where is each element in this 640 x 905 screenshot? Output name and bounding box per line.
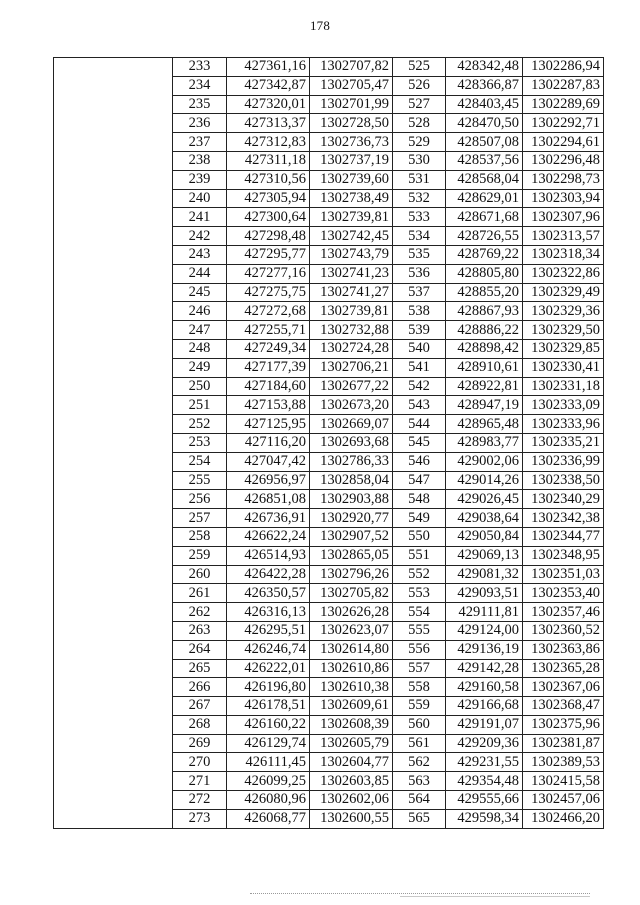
x-coordinate-left: 427312,83 [227, 133, 310, 152]
y-coordinate-left: 1302786,33 [310, 452, 393, 471]
x-coordinate-right: 428886,22 [446, 321, 523, 340]
point-number-left: 246 [173, 302, 227, 321]
point-number-right: 530 [393, 151, 446, 170]
x-coordinate-left: 426956,97 [227, 471, 310, 490]
point-number-right: 554 [393, 603, 446, 622]
point-number-left: 256 [173, 490, 227, 509]
point-number-left: 270 [173, 753, 227, 772]
point-number-left: 252 [173, 415, 227, 434]
bottom-rule-short [400, 896, 590, 897]
coordinates-table [53, 57, 604, 829]
x-coordinate-left: 426622,24 [227, 527, 310, 546]
y-coordinate-right: 1302294,61 [523, 133, 604, 152]
x-coordinate-left: 426129,74 [227, 734, 310, 753]
y-coordinate-left: 1302705,47 [310, 76, 393, 95]
x-coordinate-left: 427255,71 [227, 321, 310, 340]
point-number-right: 535 [393, 245, 446, 264]
x-coordinate-right: 428726,55 [446, 227, 523, 246]
point-number-left: 249 [173, 358, 227, 377]
point-number-right: 532 [393, 189, 446, 208]
y-coordinate-left: 1302677,22 [310, 377, 393, 396]
y-coordinate-left: 1302707,82 [310, 58, 393, 77]
y-coordinate-left: 1302610,38 [310, 678, 393, 697]
y-coordinate-left: 1302605,79 [310, 734, 393, 753]
y-coordinate-right: 1302292,71 [523, 114, 604, 133]
x-coordinate-left: 427125,95 [227, 415, 310, 434]
x-coordinate-left: 426068,77 [227, 809, 310, 828]
y-coordinate-right: 1302333,09 [523, 396, 604, 415]
x-coordinate-left: 427116,20 [227, 433, 310, 452]
point-number-right: 545 [393, 433, 446, 452]
x-coordinate-right: 428898,42 [446, 339, 523, 358]
y-coordinate-right: 1302363,86 [523, 640, 604, 659]
point-number-left: 241 [173, 208, 227, 227]
point-number-right: 525 [393, 58, 446, 77]
point-number-right: 556 [393, 640, 446, 659]
point-number-right: 562 [393, 753, 446, 772]
empty-label-cell [54, 58, 173, 829]
point-number-right: 531 [393, 170, 446, 189]
x-coordinate-right: 428947,19 [446, 396, 523, 415]
y-coordinate-right: 1302329,85 [523, 339, 604, 358]
x-coordinate-right: 428537,56 [446, 151, 523, 170]
point-number-right: 549 [393, 509, 446, 528]
point-number-left: 269 [173, 734, 227, 753]
point-number-left: 233 [173, 58, 227, 77]
x-coordinate-right: 429191,07 [446, 715, 523, 734]
x-coordinate-right: 429209,36 [446, 734, 523, 753]
point-number-right: 565 [393, 809, 446, 828]
y-coordinate-right: 1302466,20 [523, 809, 604, 828]
y-coordinate-left: 1302742,45 [310, 227, 393, 246]
y-coordinate-right: 1302333,96 [523, 415, 604, 434]
y-coordinate-left: 1302705,82 [310, 584, 393, 603]
y-coordinate-right: 1302313,57 [523, 227, 604, 246]
x-coordinate-right: 428629,01 [446, 189, 523, 208]
point-number-right: 534 [393, 227, 446, 246]
y-coordinate-right: 1302303,94 [523, 189, 604, 208]
y-coordinate-left: 1302608,39 [310, 715, 393, 734]
y-coordinate-left: 1302600,55 [310, 809, 393, 828]
x-coordinate-left: 426160,22 [227, 715, 310, 734]
point-number-right: 550 [393, 527, 446, 546]
point-number-right: 538 [393, 302, 446, 321]
x-coordinate-right: 428867,93 [446, 302, 523, 321]
x-coordinate-left: 427177,39 [227, 358, 310, 377]
y-coordinate-right: 1302335,21 [523, 433, 604, 452]
y-coordinate-left: 1302706,21 [310, 358, 393, 377]
x-coordinate-right: 429142,28 [446, 659, 523, 678]
point-number-right: 539 [393, 321, 446, 340]
y-coordinate-right: 1302375,96 [523, 715, 604, 734]
x-coordinate-left: 427047,42 [227, 452, 310, 471]
x-coordinate-left: 427313,37 [227, 114, 310, 133]
y-coordinate-right: 1302360,52 [523, 621, 604, 640]
point-number-right: 564 [393, 791, 446, 810]
x-coordinate-right: 429136,19 [446, 640, 523, 659]
point-number-left: 245 [173, 283, 227, 302]
x-coordinate-left: 427272,68 [227, 302, 310, 321]
y-coordinate-right: 1302330,41 [523, 358, 604, 377]
y-coordinate-right: 1302287,83 [523, 76, 604, 95]
point-number-left: 243 [173, 245, 227, 264]
point-number-right: 543 [393, 396, 446, 415]
point-number-left: 257 [173, 509, 227, 528]
point-number-right: 555 [393, 621, 446, 640]
point-number-right: 536 [393, 264, 446, 283]
page-number: 178 [309, 18, 331, 33]
x-coordinate-left: 427300,64 [227, 208, 310, 227]
y-coordinate-left: 1302743,79 [310, 245, 393, 264]
y-coordinate-left: 1302741,23 [310, 264, 393, 283]
y-coordinate-right: 1302286,94 [523, 58, 604, 77]
y-coordinate-right: 1302344,77 [523, 527, 604, 546]
y-coordinate-right: 1302353,40 [523, 584, 604, 603]
x-coordinate-left: 426851,08 [227, 490, 310, 509]
y-coordinate-left: 1302796,26 [310, 565, 393, 584]
x-coordinate-right: 429231,55 [446, 753, 523, 772]
x-coordinate-right: 428983,77 [446, 433, 523, 452]
y-coordinate-right: 1302357,46 [523, 603, 604, 622]
x-coordinate-left: 426295,51 [227, 621, 310, 640]
x-coordinate-left: 427320,01 [227, 95, 310, 114]
y-coordinate-left: 1302736,73 [310, 133, 393, 152]
x-coordinate-left: 426111,45 [227, 753, 310, 772]
y-coordinate-right: 1302365,28 [523, 659, 604, 678]
y-coordinate-right: 1302457,06 [523, 791, 604, 810]
x-coordinate-right: 428910,61 [446, 358, 523, 377]
x-coordinate-left: 427295,77 [227, 245, 310, 264]
x-coordinate-right: 429124,00 [446, 621, 523, 640]
point-number-right: 537 [393, 283, 446, 302]
point-number-left: 259 [173, 546, 227, 565]
y-coordinate-left: 1302673,20 [310, 396, 393, 415]
y-coordinate-left: 1302738,49 [310, 189, 393, 208]
x-coordinate-right: 429093,51 [446, 584, 523, 603]
x-coordinate-left: 427249,34 [227, 339, 310, 358]
x-coordinate-right: 428470,50 [446, 114, 523, 133]
x-coordinate-left: 426514,93 [227, 546, 310, 565]
y-coordinate-right: 1302381,87 [523, 734, 604, 753]
x-coordinate-right: 428965,48 [446, 415, 523, 434]
point-number-right: 548 [393, 490, 446, 509]
y-coordinate-left: 1302903,88 [310, 490, 393, 509]
point-number-left: 251 [173, 396, 227, 415]
y-coordinate-left: 1302603,85 [310, 772, 393, 791]
y-coordinate-right: 1302318,34 [523, 245, 604, 264]
x-coordinate-right: 429038,64 [446, 509, 523, 528]
y-coordinate-left: 1302614,80 [310, 640, 393, 659]
x-coordinate-left: 427311,18 [227, 151, 310, 170]
x-coordinate-right: 428805,80 [446, 264, 523, 283]
point-number-right: 552 [393, 565, 446, 584]
x-coordinate-right: 428403,45 [446, 95, 523, 114]
point-number-left: 262 [173, 603, 227, 622]
x-coordinate-right: 429111,81 [446, 603, 523, 622]
y-coordinate-right: 1302342,38 [523, 509, 604, 528]
x-coordinate-left: 426736,91 [227, 509, 310, 528]
x-coordinate-right: 429026,45 [446, 490, 523, 509]
point-number-left: 242 [173, 227, 227, 246]
y-coordinate-left: 1302739,81 [310, 302, 393, 321]
point-number-left: 271 [173, 772, 227, 791]
x-coordinate-right: 428507,08 [446, 133, 523, 152]
point-number-right: 526 [393, 76, 446, 95]
y-coordinate-right: 1302329,36 [523, 302, 604, 321]
x-coordinate-left: 426178,51 [227, 697, 310, 716]
y-coordinate-left: 1302732,88 [310, 321, 393, 340]
y-coordinate-left: 1302858,04 [310, 471, 393, 490]
y-coordinate-left: 1302623,07 [310, 621, 393, 640]
point-number-right: 528 [393, 114, 446, 133]
x-coordinate-right: 429081,32 [446, 565, 523, 584]
y-coordinate-left: 1302739,81 [310, 208, 393, 227]
y-coordinate-left: 1302865,05 [310, 546, 393, 565]
x-coordinate-right: 428342,48 [446, 58, 523, 77]
point-number-left: 254 [173, 452, 227, 471]
point-number-left: 264 [173, 640, 227, 659]
point-number-left: 265 [173, 659, 227, 678]
x-coordinate-left: 426316,13 [227, 603, 310, 622]
x-coordinate-left: 427184,60 [227, 377, 310, 396]
point-number-left: 247 [173, 321, 227, 340]
y-coordinate-left: 1302920,77 [310, 509, 393, 528]
x-coordinate-right: 428366,87 [446, 76, 523, 95]
point-number-right: 561 [393, 734, 446, 753]
point-number-right: 533 [393, 208, 446, 227]
y-coordinate-right: 1302307,96 [523, 208, 604, 227]
point-number-left: 237 [173, 133, 227, 152]
point-number-left: 272 [173, 791, 227, 810]
x-coordinate-right: 428855,20 [446, 283, 523, 302]
y-coordinate-left: 1302602,06 [310, 791, 393, 810]
x-coordinate-left: 426099,25 [227, 772, 310, 791]
y-coordinate-right: 1302351,03 [523, 565, 604, 584]
y-coordinate-right: 1302338,50 [523, 471, 604, 490]
x-coordinate-left: 426422,28 [227, 565, 310, 584]
point-number-left: 236 [173, 114, 227, 133]
point-number-right: 559 [393, 697, 446, 716]
y-coordinate-left: 1302737,19 [310, 151, 393, 170]
y-coordinate-left: 1302907,52 [310, 527, 393, 546]
y-coordinate-left: 1302610,86 [310, 659, 393, 678]
x-coordinate-left: 426350,57 [227, 584, 310, 603]
point-number-right: 547 [393, 471, 446, 490]
x-coordinate-left: 427277,16 [227, 264, 310, 283]
y-coordinate-left: 1302728,50 [310, 114, 393, 133]
x-coordinate-right: 429069,13 [446, 546, 523, 565]
point-number-left: 258 [173, 527, 227, 546]
y-coordinate-right: 1302367,06 [523, 678, 604, 697]
x-coordinate-right: 429354,48 [446, 772, 523, 791]
x-coordinate-right: 429014,26 [446, 471, 523, 490]
point-number-left: 238 [173, 151, 227, 170]
x-coordinate-right: 428671,68 [446, 208, 523, 227]
y-coordinate-left: 1302693,68 [310, 433, 393, 452]
y-coordinate-right: 1302329,49 [523, 283, 604, 302]
point-number-left: 267 [173, 697, 227, 716]
point-number-right: 542 [393, 377, 446, 396]
x-coordinate-left: 427305,94 [227, 189, 310, 208]
x-coordinate-right: 429598,34 [446, 809, 523, 828]
y-coordinate-left: 1302739,60 [310, 170, 393, 189]
x-coordinate-left: 426222,01 [227, 659, 310, 678]
point-number-right: 540 [393, 339, 446, 358]
y-coordinate-right: 1302348,95 [523, 546, 604, 565]
x-coordinate-right: 428769,22 [446, 245, 523, 264]
y-coordinate-left: 1302604,77 [310, 753, 393, 772]
y-coordinate-right: 1302368,47 [523, 697, 604, 716]
point-number-right: 527 [393, 95, 446, 114]
point-number-right: 529 [393, 133, 446, 152]
y-coordinate-left: 1302724,28 [310, 339, 393, 358]
x-coordinate-left: 427298,48 [227, 227, 310, 246]
point-number-left: 263 [173, 621, 227, 640]
point-number-right: 551 [393, 546, 446, 565]
x-coordinate-right: 429166,68 [446, 697, 523, 716]
y-coordinate-right: 1302289,69 [523, 95, 604, 114]
point-number-left: 235 [173, 95, 227, 114]
point-number-right: 546 [393, 452, 446, 471]
x-coordinate-left: 426246,74 [227, 640, 310, 659]
point-number-left: 240 [173, 189, 227, 208]
y-coordinate-left: 1302626,28 [310, 603, 393, 622]
x-coordinate-right: 429555,66 [446, 791, 523, 810]
point-number-left: 244 [173, 264, 227, 283]
y-coordinate-right: 1302336,99 [523, 452, 604, 471]
y-coordinate-right: 1302340,29 [523, 490, 604, 509]
x-coordinate-left: 426080,96 [227, 791, 310, 810]
x-coordinate-right: 429002,06 [446, 452, 523, 471]
point-number-left: 268 [173, 715, 227, 734]
y-coordinate-left: 1302669,07 [310, 415, 393, 434]
point-number-left: 239 [173, 170, 227, 189]
x-coordinate-left: 427275,75 [227, 283, 310, 302]
point-number-left: 273 [173, 809, 227, 828]
point-number-left: 255 [173, 471, 227, 490]
point-number-right: 544 [393, 415, 446, 434]
x-coordinate-left: 427342,87 [227, 76, 310, 95]
coordinates-table-body [54, 58, 604, 829]
x-coordinate-left: 427310,56 [227, 170, 310, 189]
y-coordinate-right: 1302415,58 [523, 772, 604, 791]
y-coordinate-right: 1302329,50 [523, 321, 604, 340]
y-coordinate-right: 1302322,86 [523, 264, 604, 283]
x-coordinate-left: 427361,16 [227, 58, 310, 77]
x-coordinate-right: 428922,81 [446, 377, 523, 396]
y-coordinate-right: 1302296,48 [523, 151, 604, 170]
y-coordinate-right: 1302298,73 [523, 170, 604, 189]
point-number-left: 248 [173, 339, 227, 358]
y-coordinate-left: 1302741,27 [310, 283, 393, 302]
point-number-left: 234 [173, 76, 227, 95]
x-coordinate-right: 429160,58 [446, 678, 523, 697]
point-number-right: 558 [393, 678, 446, 697]
x-coordinate-right: 429050,84 [446, 527, 523, 546]
bottom-rule [250, 893, 590, 894]
point-number-left: 261 [173, 584, 227, 603]
x-coordinate-right: 428568,04 [446, 170, 523, 189]
point-number-right: 563 [393, 772, 446, 791]
y-coordinate-left: 1302609,61 [310, 697, 393, 716]
table-row [54, 58, 604, 77]
point-number-left: 260 [173, 565, 227, 584]
point-number-left: 253 [173, 433, 227, 452]
point-number-right: 541 [393, 358, 446, 377]
y-coordinate-left: 1302701,99 [310, 95, 393, 114]
x-coordinate-left: 427153,88 [227, 396, 310, 415]
point-number-right: 560 [393, 715, 446, 734]
x-coordinate-left: 426196,80 [227, 678, 310, 697]
point-number-left: 266 [173, 678, 227, 697]
point-number-right: 553 [393, 584, 446, 603]
y-coordinate-right: 1302389,53 [523, 753, 604, 772]
point-number-right: 557 [393, 659, 446, 678]
y-coordinate-right: 1302331,18 [523, 377, 604, 396]
point-number-left: 250 [173, 377, 227, 396]
